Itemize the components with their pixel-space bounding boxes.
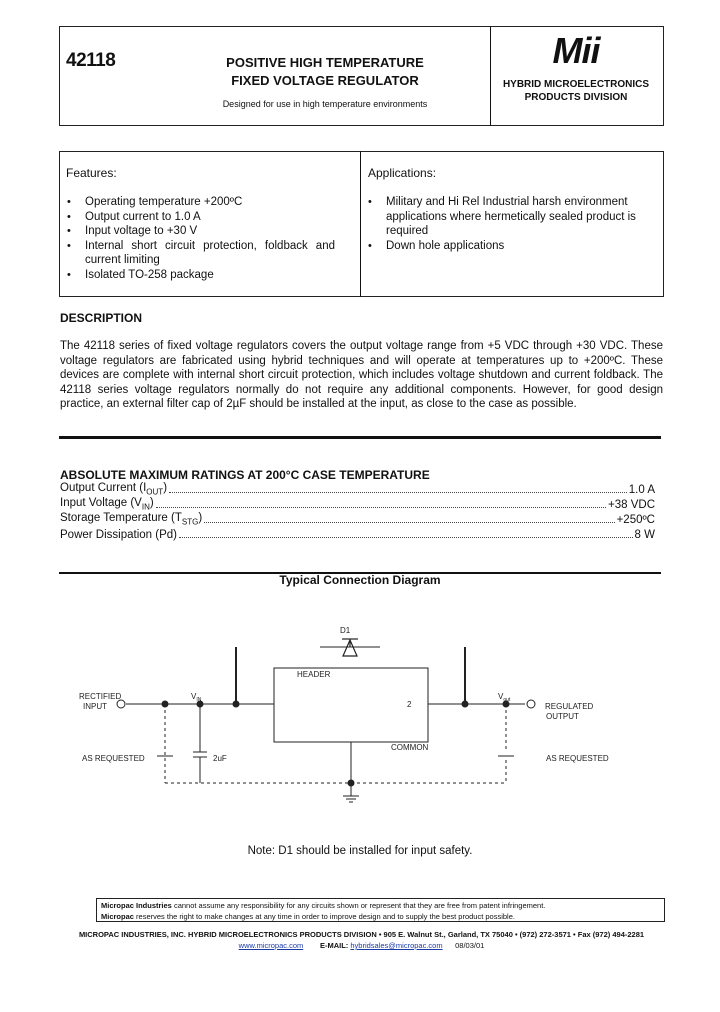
applications-heading: Applications:	[368, 166, 437, 180]
label-input: INPUT	[83, 702, 107, 711]
rating-value: +38 VDC	[608, 499, 655, 511]
description-text: The 42118 series of fixed voltage regulators covers the output voltage range from +5 VDC through +30 VDC. These voltage regulators are fabricated using hybrid techniques and will operate at temperatures up to +200ºC. These devices are complete with internal short circuit protection, which includes voltage shutdown and current foldback. The 42118 series voltage regulators normally do not require any additional components. However, for good design practice, an external filter cap of 2µF should be installed at the input, as close to the case as possible.	[60, 340, 663, 410]
part-number: 42118	[66, 50, 116, 71]
website-link[interactable]: www.micropac.com	[238, 941, 304, 950]
disclaimer-box	[96, 898, 665, 922]
diagram-title: Typical Connection Diagram	[279, 573, 441, 587]
label-pin-2: 2	[407, 700, 412, 709]
label-as-requested-right: AS REQUESTED	[546, 754, 609, 763]
rating-label: Power Dissipation (Pd)	[60, 529, 177, 541]
rating-close: )	[198, 511, 203, 524]
diagram-note: Note: D1 should be installed for input safety.	[247, 845, 473, 857]
label-output: OUTPUT	[546, 712, 579, 721]
disclaimer-brand: Micropac	[101, 912, 134, 921]
ratings-heading: ABSOLUTE MAXIMUM RATINGS AT 200°C CASE TEMPERATURE	[60, 468, 430, 482]
rating-value: +250ºC	[616, 514, 655, 526]
disclaimer-text: reserves the right to make changes at any time in order to improve design and to supply the best product possible.	[133, 912, 515, 921]
rating-label: Output Current (I	[60, 481, 147, 494]
label-d1: D1	[340, 626, 351, 635]
footer-date: 08/03/01	[455, 941, 485, 950]
description-heading: DESCRIPTION	[60, 311, 143, 325]
regulator-box	[274, 668, 428, 742]
label-rectified: RECTIFIED	[79, 692, 122, 701]
input-terminal	[117, 700, 125, 708]
mii-logo: Mii	[552, 30, 600, 71]
rating-close: )	[149, 496, 154, 509]
email-label: E-MAIL:	[319, 941, 349, 950]
feature-item: • Output current to 1.0 A	[64, 210, 335, 225]
junction-dot	[348, 780, 355, 787]
feature-item: • Operating temperature +200ºC	[64, 195, 335, 210]
rating-sub: STG	[181, 517, 199, 526]
feature-item: • Internal short circuit protection, foldback and current limiting	[64, 239, 335, 268]
disclaimer-line-1	[101, 900, 660, 911]
email-link[interactable]: hybridsales@micropac.com	[350, 941, 443, 950]
label-as-requested-left: AS REQUESTED	[82, 754, 145, 763]
footer-contact	[60, 941, 663, 950]
application-item: • Military and Hi Rel Industrial harsh environment applications where hermetically sealed product is required	[365, 195, 640, 239]
features-heading: Features:	[66, 166, 117, 180]
label-vout: $V_{out}$	[498, 692, 511, 703]
output-terminal	[527, 700, 535, 708]
label-header: HEADER	[297, 670, 331, 679]
division-line-1: HYBRID MICROELECTRONICS	[502, 79, 650, 90]
rating-value: 1.0 A	[628, 484, 655, 496]
label-regulated: REGULATED	[545, 702, 594, 711]
footer-address: MICROPAC INDUSTRIES, INC. HYBRID MICROELECTRONICS PRODUCTS DIVISION • 905 E. Walnut St., Garland, TX 75040 • (972) 272-3571 • Fax (972) 494-2281	[78, 930, 645, 939]
rating-close: )	[163, 481, 168, 494]
rating-value: 8 W	[634, 529, 655, 541]
subtitle: Designed for use in high temperature environments	[222, 99, 428, 109]
rating-sub: IN	[141, 502, 150, 511]
junction-dot	[462, 701, 469, 708]
disclaimer-text: cannot assume any responsibility for any circuits shown or represent that they are free from patent infringement.	[171, 901, 546, 910]
junction-dot	[233, 701, 240, 708]
disclaimer-line-2	[101, 911, 660, 922]
application-item: • Down hole applications	[365, 239, 640, 254]
title-line-2: FIXED VOLTAGE REGULATOR	[231, 73, 419, 88]
rating-sub: OUT	[146, 487, 164, 496]
junction-dot	[162, 701, 169, 708]
disclaimer-brand: Micropac Industries	[101, 901, 172, 910]
label-cap-value: 2uF	[213, 754, 227, 763]
label-vin: $V_{IN}$	[191, 692, 202, 703]
feature-item: • Input voltage to +30 V	[64, 224, 335, 239]
feature-item: • Isolated TO-258 package	[64, 268, 335, 283]
rating-label: Storage Temperature (T	[60, 511, 182, 524]
rating-label: Input Voltage (V	[60, 496, 142, 509]
label-common: COMMON	[391, 743, 429, 752]
title-line-1: POSITIVE HIGH TEMPERATURE	[226, 55, 424, 70]
division-line-2: PRODUCTS DIVISION	[524, 92, 628, 103]
